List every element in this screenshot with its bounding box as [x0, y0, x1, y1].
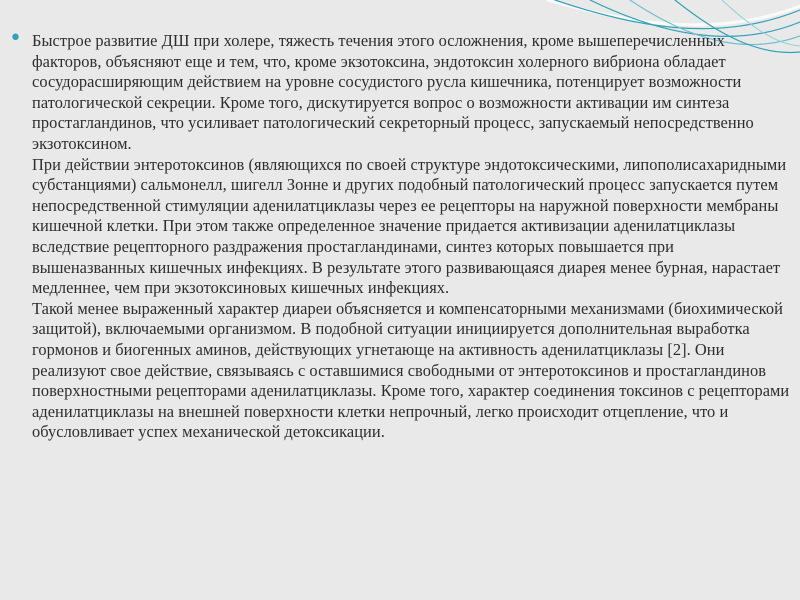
paragraph-1: Быстрое развитие ДШ при холере, тяжесть течения этого осложнения, кроме вышеперечисленных факторов, объясняют еще и тем, что, кроме экзотоксина, эндотоксин холерного вибриона обладает сосудорасширяющим действием на уровне сосудистого русла кишечника, потенцирует возможности патологической секреции. Кроме того, дискутируется вопрос о возможности активации им синтеза простагландинов, что усиливает патологический секреторный процесс, запускаемый непосредственно экзотоксином. [32, 31, 754, 153]
paragraph-3: Такой менее выраженный характер диареи объясняется и компенсаторными механизмами (биохимической защитой), включаемыми организмом. В подобной ситуации инициируется дополнительная выработка гормонов и биогенных аминов, действующих угнетающе на активность аденилатциклазы [2]. Они реализуют свое действие, связываясь с оставшимися свободными от энтеротоксинов и простагландинов поверхностными рецепторами аденилатциклазы. Кроме того, характер соединения токсинов с рецепторами аденилатциклазы на внешней поверхности клетки непрочный, легко происходит отцепление, что и обусловливает успех механической детоксикации. [32, 298, 790, 442]
swoosh-line-highlight [548, 0, 800, 25]
slide-body-text [32, 31, 790, 443]
paragraph-2: При действии энтеротоксинов (являющихся по своей структуре эндотоксическими, липополисахаридными субстанциями) сальмонелл, шигелл Зонне и других подобный патологический процесс запускается путем непосредственной стимуляции аденилатциклазы через ее рецепторы на наружной поверхности мембраны кишечной клетки. При этом также определенное значение придается активизации аденилатциклазы вследствие рецепторного раздражения простагландинами, синтез которых повышается при вышеназванных кишечных инфекциях. В результате этого развивающаяся диарея менее бурная, нарастает медленнее, чем при экзотоксиновых кишечных инфекциях. [32, 154, 787, 298]
swoosh-line-1 [555, 0, 800, 29]
round-bullet-icon: • [9, 26, 22, 51]
